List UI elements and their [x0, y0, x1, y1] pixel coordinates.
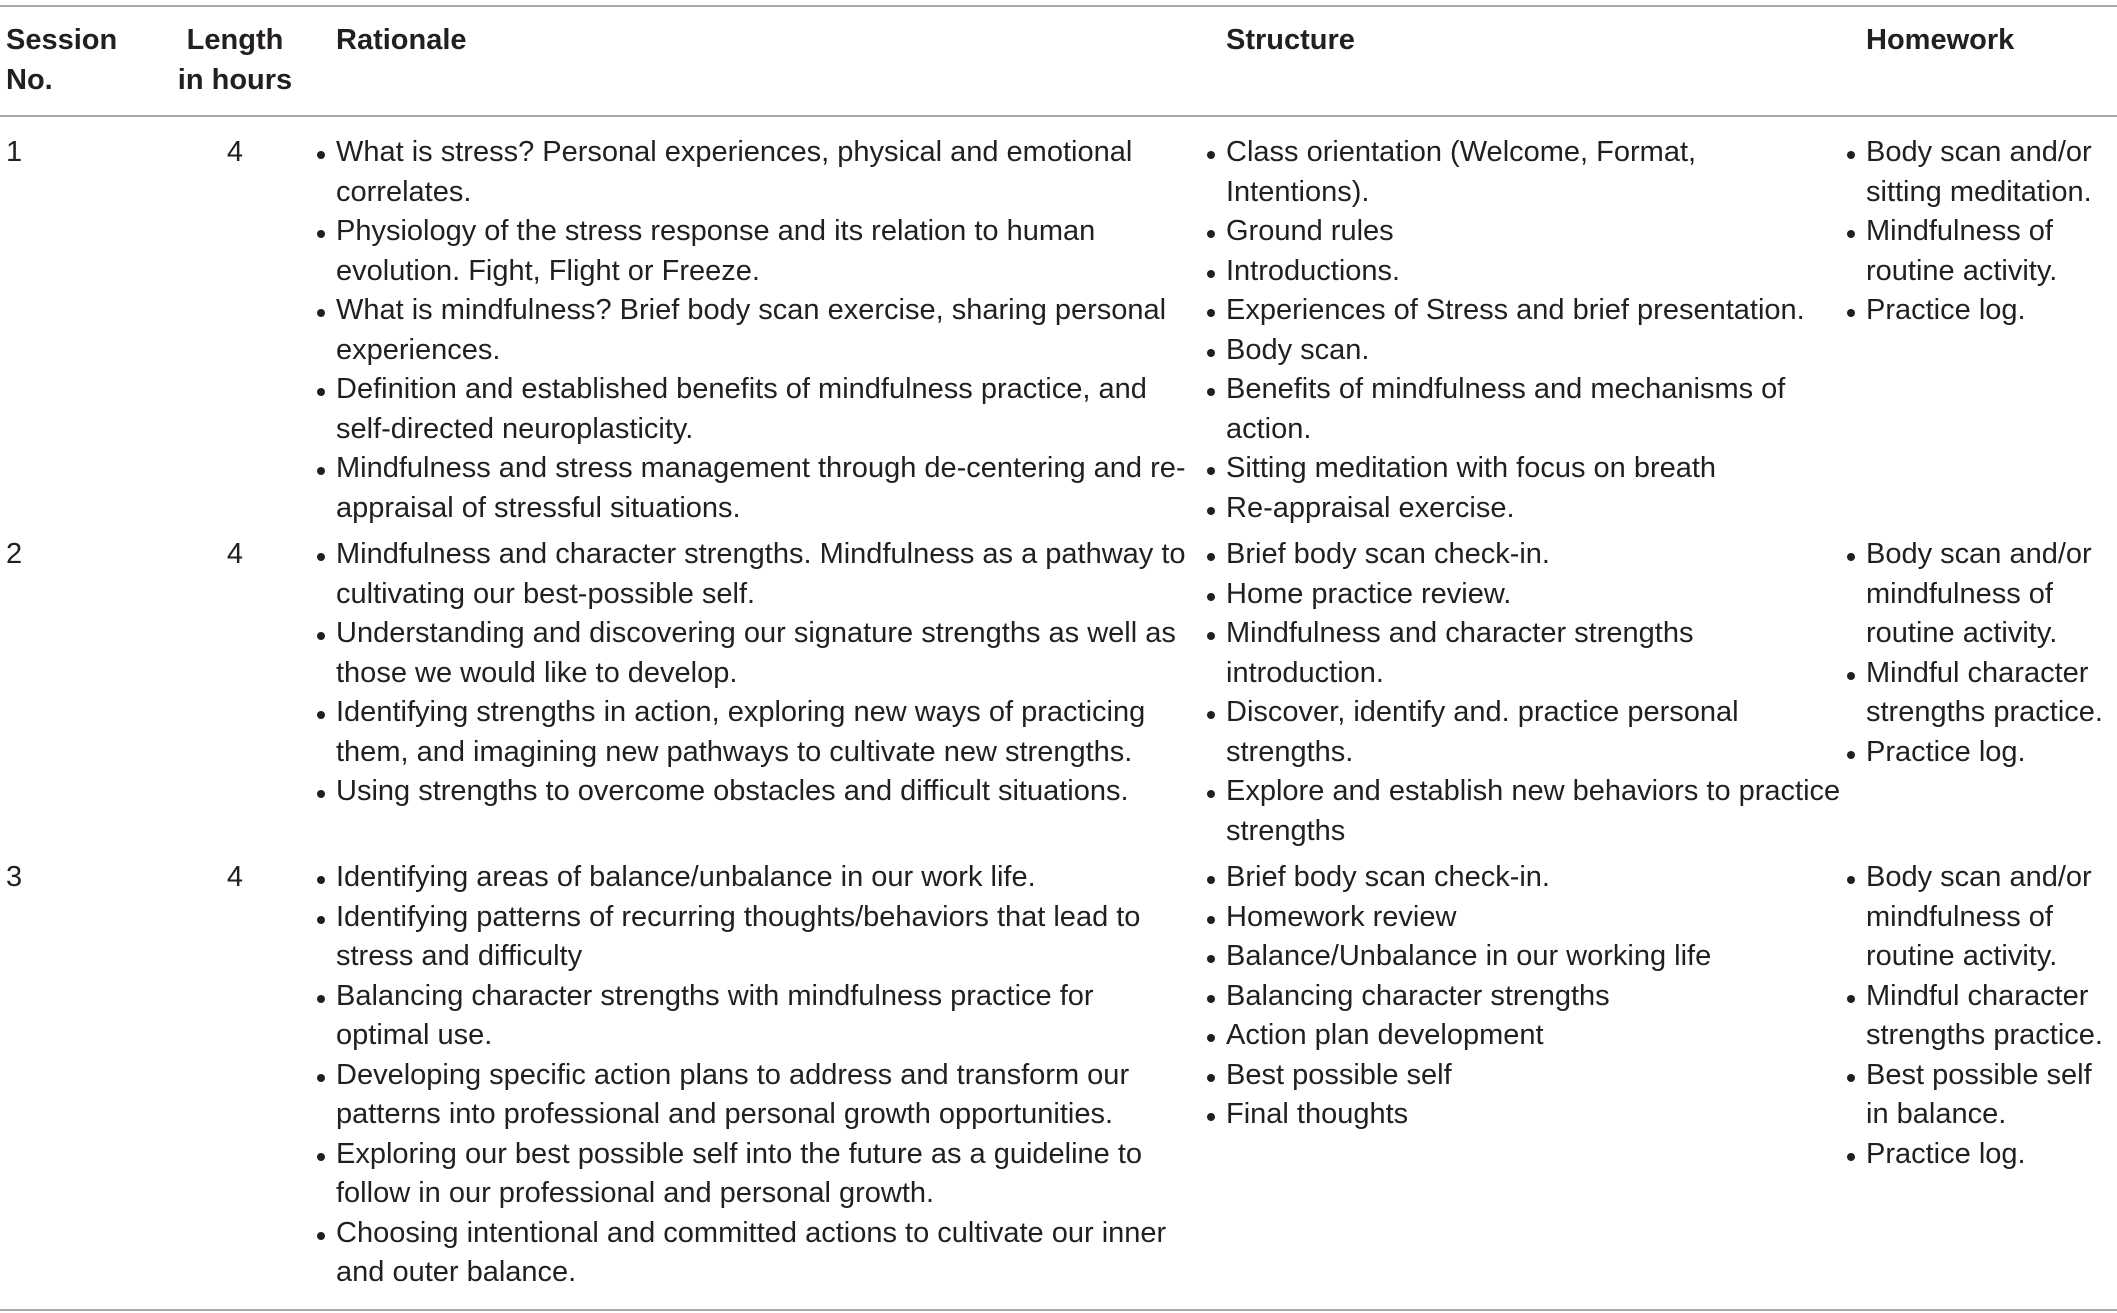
header-length-line1: Length [186, 24, 284, 56]
structure-list [1204, 535, 1844, 851]
list-item-text: Brief body scan check-in. [1226, 861, 1550, 893]
list-item-text: Understanding and discovering our signature strengths as well as those we would like to develop. [336, 617, 1176, 689]
list-item [1844, 1056, 2114, 1135]
list-item-text: Benefits of mindfulness and mechanisms of action. [1226, 373, 1786, 445]
bullet-icon [1207, 1034, 1215, 1042]
list-item-text: Class orientation (Welcome, Format, Intentions). [1226, 136, 1697, 208]
list-item-text: Body scan and/or mindfulness of routine activity. [1866, 861, 2092, 972]
bullet-icon [1207, 349, 1215, 357]
list-item-text: Homework review [1226, 900, 1457, 933]
list-item-text: Mindfulness and stress management through de-centering and re-appraisal of stressful situations. [336, 452, 1186, 524]
bullet-icon [317, 916, 325, 924]
list-item [1204, 772, 1844, 851]
bullet-icon [1847, 1074, 1855, 1082]
list-item [314, 1135, 1194, 1214]
bullet-icon [1207, 916, 1215, 924]
list-item-text: Exploring our best possible self into the future as a guideline to follow in our professional and personal growth. [336, 1137, 1143, 1209]
list-item [314, 772, 1194, 812]
header-structure: Structure [1226, 24, 1355, 56]
bullet-icon [1207, 388, 1215, 396]
bullet-icon [1207, 309, 1215, 317]
list-item-text: Best possible self in balance. [1866, 1058, 2092, 1130]
bullet-icon [1207, 995, 1215, 1003]
list-item-text: Final thoughts [1226, 1098, 1409, 1130]
bullet-icon [317, 467, 325, 475]
list-item [1204, 858, 1844, 898]
header-session [6, 20, 156, 100]
header-session-line2: No. [6, 64, 53, 96]
list-item-text: Balancing character strengths with mindfulness practice for optimal use. [336, 979, 1094, 1051]
bullet-icon [317, 1153, 325, 1161]
list-item [1844, 733, 2114, 773]
list-item-text: Body scan and/or sitting meditation. [1866, 136, 2092, 208]
session-number: 1 [6, 136, 23, 168]
list-item-text: Action plan development [1226, 1019, 1544, 1051]
header-length [170, 20, 300, 100]
list-item [1204, 212, 1844, 252]
list-item [1204, 575, 1844, 615]
table-top-rule [0, 5, 2117, 7]
session-number: 2 [6, 538, 23, 570]
list-item-text: Practice log. [1866, 1137, 2026, 1170]
list-item [314, 898, 1194, 977]
bullet-icon [1847, 672, 1855, 680]
header-rationale: Rationale [336, 24, 467, 56]
bullet-icon [1207, 711, 1215, 719]
bullet-icon [1847, 553, 1855, 561]
bullet-icon [1847, 995, 1855, 1003]
list-item [1204, 1095, 1844, 1135]
list-item-text: Re-appraisal exercise. [1226, 491, 1515, 524]
list-item [1204, 977, 1844, 1017]
list-item-text: Best possible self [1226, 1058, 1452, 1091]
list-item [1844, 291, 2114, 331]
list-item-text: Body scan. [1226, 333, 1370, 366]
list-item-text: Developing specific action plans to address and transform our patterns into professional and personal growth opportunities. [336, 1058, 1130, 1130]
bullet-icon [1207, 1113, 1215, 1121]
list-item [1844, 1135, 2114, 1175]
list-item [1844, 977, 2114, 1056]
list-item [314, 291, 1194, 370]
rationale-list [314, 133, 1194, 528]
list-item [314, 535, 1194, 614]
list-item-text: Mindfulness and character strengths. Mindfulness as a pathway to cultivating our best-possible self. [336, 538, 1186, 610]
list-item [314, 133, 1194, 212]
list-item-text: Practice log. [1866, 294, 2026, 326]
bullet-icon [317, 230, 325, 238]
bullet-icon [1207, 876, 1215, 884]
list-item [1844, 535, 2114, 654]
list-item [1204, 370, 1844, 449]
list-item-text: Body scan and/or mindfulness of routine activity. [1866, 538, 2092, 649]
bullet-icon [317, 790, 325, 798]
list-item [314, 370, 1194, 449]
list-item-text: Physiology of the stress response and its relation to human evolution. Fight, Flight or Freeze. [336, 215, 1096, 287]
list-item [1204, 291, 1844, 331]
list-item-text: Identifying strengths in action, exploring new ways of practicing them, and imagining new pathways to cultivate new strengths. [336, 696, 1146, 768]
bullet-icon [317, 876, 325, 884]
bullet-icon [317, 711, 325, 719]
list-item [1204, 1056, 1844, 1096]
homework-list [1844, 133, 2114, 331]
bullet-icon [1847, 309, 1855, 317]
bullet-icon [1207, 593, 1215, 601]
list-item [314, 449, 1194, 528]
list-item [314, 693, 1194, 772]
list-item-text: What is mindfulness? Brief body scan exercise, sharing personal experiences. [336, 294, 1167, 366]
structure-list [1204, 133, 1844, 528]
list-item [1204, 449, 1844, 489]
bullet-icon [317, 309, 325, 317]
bullet-icon [1847, 151, 1855, 159]
list-item [1844, 133, 2114, 212]
bullet-icon [317, 995, 325, 1003]
list-item-text: Mindfulness and character strengths introduction. [1226, 617, 1694, 689]
list-item-text: What is stress? Personal experiences, physical and emotional correlates. [336, 136, 1133, 208]
list-item [314, 1214, 1194, 1293]
rationale-list [314, 535, 1194, 812]
bullet-icon [1847, 876, 1855, 884]
bullet-icon [1207, 553, 1215, 561]
list-item-text: Home practice review. [1226, 577, 1512, 610]
homework-list [1844, 535, 2114, 772]
header-homework: Homework [1866, 24, 2015, 56]
bullet-icon [1207, 151, 1215, 159]
bullet-icon [317, 1232, 325, 1240]
bullet-icon [1207, 270, 1215, 278]
list-item-text: Brief body scan check-in. [1226, 538, 1550, 570]
rationale-list [314, 858, 1194, 1293]
list-item [1844, 654, 2114, 733]
list-item [314, 212, 1194, 291]
list-item-text: Discover, identify and. practice personal strengths. [1226, 696, 1739, 768]
table-bottom-rule [0, 1309, 2117, 1311]
list-item-text: Experiences of Stress and brief presentation. [1226, 294, 1805, 326]
bullet-icon [317, 1074, 325, 1082]
header-bottom-rule [0, 115, 2117, 117]
list-item [314, 977, 1194, 1056]
bullet-icon [1847, 230, 1855, 238]
list-item [314, 1056, 1194, 1135]
bullet-icon [1207, 507, 1215, 515]
list-item-text: Practice log. [1866, 735, 2026, 768]
list-item [1844, 212, 2114, 291]
list-item-text: Balance/Unbalance in our working life [1226, 940, 1712, 972]
list-item-text: Ground rules [1226, 215, 1394, 247]
bullet-icon [1207, 467, 1215, 475]
list-item-text: Choosing intentional and committed actions to cultivate our inner and outer balance. [336, 1216, 1167, 1288]
bullet-icon [1207, 230, 1215, 238]
homework-list [1844, 858, 2114, 1174]
bullet-icon [1207, 1074, 1215, 1082]
list-item [1204, 535, 1844, 575]
list-item-text: Using strengths to overcome obstacles and difficult situations. [336, 775, 1129, 807]
list-item [1204, 1016, 1844, 1056]
list-item [1204, 252, 1844, 292]
bullet-icon [1847, 1153, 1855, 1161]
bullet-icon [1207, 790, 1215, 798]
list-item-text: Mindfulness of routine activity. [1866, 215, 2058, 287]
bullet-icon [317, 632, 325, 640]
bullet-icon [1207, 632, 1215, 640]
list-item-text: Mindful character strengths practice. [1866, 656, 2103, 728]
bullet-icon [317, 151, 325, 159]
list-item [1204, 898, 1844, 938]
list-item-text: Identifying areas of balance/unbalance in our work life. [336, 861, 1036, 893]
list-item [1204, 937, 1844, 977]
list-item-text: Balancing character strengths [1226, 979, 1610, 1012]
list-item-text: Mindful character strengths practice. [1866, 979, 2103, 1051]
list-item-text: Identifying patterns of recurring thoughts/behaviors that lead to stress and difficulty [336, 900, 1141, 972]
list-item-text: Definition and established benefits of mindfulness practice, and self-directed neuroplasticity. [336, 373, 1147, 445]
list-item [314, 858, 1194, 898]
list-item [1204, 331, 1844, 371]
list-item-text: Introductions. [1226, 254, 1401, 287]
list-item [1204, 133, 1844, 212]
length-hours: 4 [226, 136, 244, 168]
list-item [1204, 614, 1844, 693]
length-hours: 4 [226, 861, 244, 893]
header-session-line1: Session [6, 24, 118, 56]
length-hours: 4 [226, 538, 244, 570]
bullet-icon [1847, 751, 1855, 759]
list-item-text: Explore and establish new behaviors to practice strengths [1226, 775, 1841, 847]
structure-list [1204, 858, 1844, 1135]
session-number: 3 [6, 861, 23, 893]
bullet-icon [317, 388, 325, 396]
list-item [1204, 693, 1844, 772]
list-item-text: Sitting meditation with focus on breath [1226, 452, 1717, 484]
header-length-line2: in hours [177, 64, 293, 96]
list-item [1844, 858, 2114, 977]
bullet-icon [1207, 955, 1215, 963]
bullet-icon [317, 553, 325, 561]
list-item [314, 614, 1194, 693]
list-item [1204, 489, 1844, 529]
